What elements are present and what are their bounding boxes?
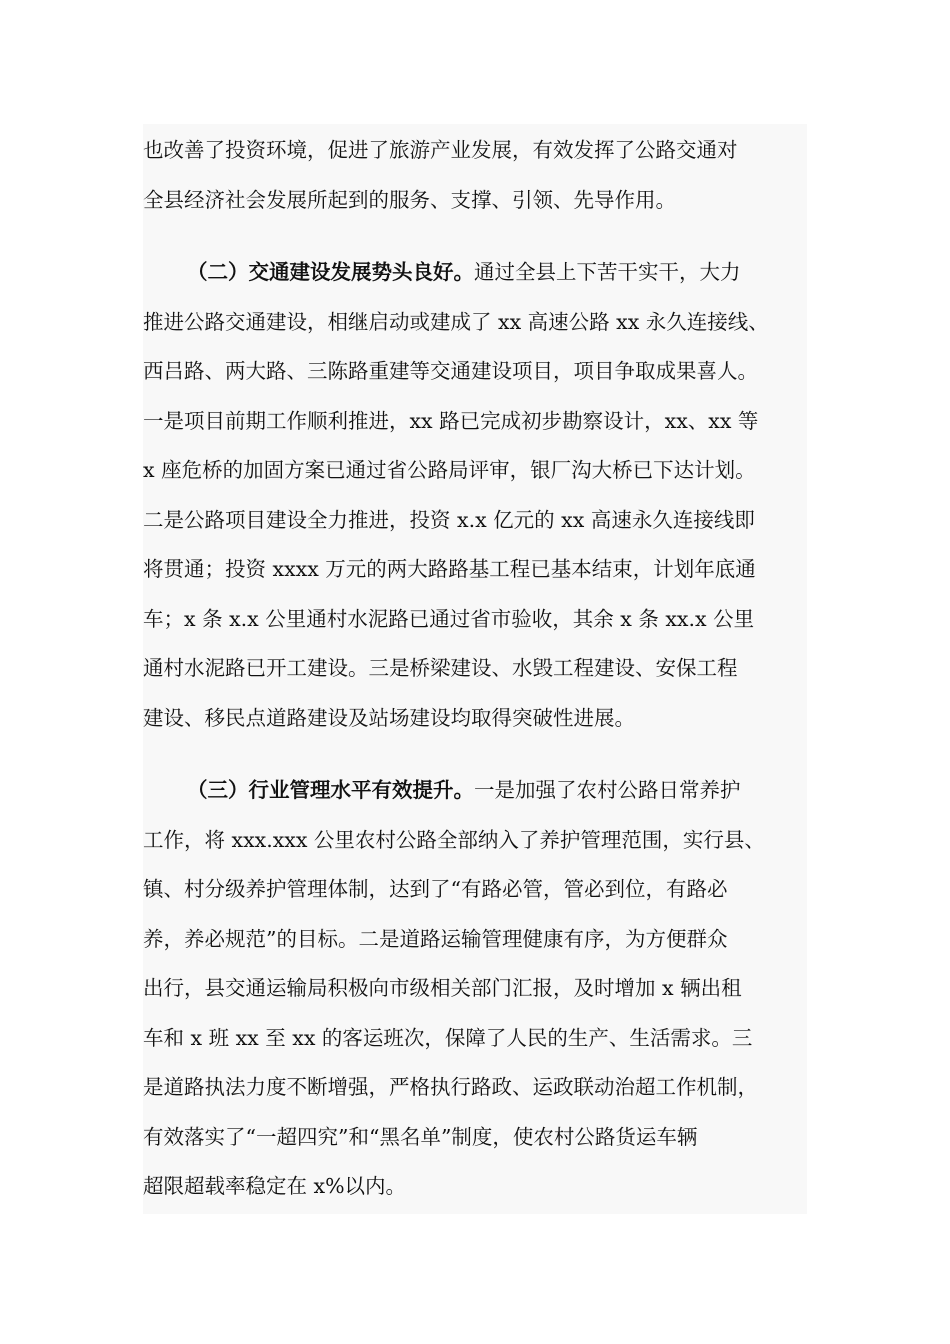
paragraph-line: 工作，将 xxx.xxx 公里农村公路全部纳入了养护管理范围，实行县、 [143, 827, 765, 852]
paragraph-line: 一是项目前期工作顺利推进，xx 路已完成初步勘察设计，xx、xx 等 [143, 408, 759, 433]
paragraph-line: 西吕路、两大路、三陈路重建等交通建设项目，项目争取成果喜人。 [143, 359, 758, 383]
paragraph-line: 建设、移民点道路建设及站场建设均取得突破性进展。 [143, 705, 635, 730]
paragraph-line: 二是公路项目建设全力推进，投资 x.x 亿元的 xx 高速永久连接线即 [143, 507, 755, 532]
paragraph-line: 出行，县交通运输局积极向市级相关部门汇报，及时增加 x 辆出租 [143, 976, 742, 1000]
section-heading: （二）交通建设发展势头良好。 [187, 260, 474, 284]
paragraph-3 [143, 766, 823, 1212]
paragraph-1 [143, 126, 823, 225]
paragraph-line: 车；x 条 x.x 公里通村水泥路已通过省市验收，其余 x 条 xx.x 公里 [143, 606, 755, 631]
paragraph-line: 车和 x 班 xx 至 xx 的客运班次，保障了人民的生产、生活需求。三 [143, 1025, 753, 1050]
paragraph-line: 推进公路交通建设，相继启动或建成了 xx 高速公路 xx 永久连接线、 [143, 309, 769, 334]
paragraph-line: 全县经济社会发展所起到的服务、支撑、引领、先导作用。 [143, 187, 676, 212]
paragraph-line: 养，养必规范”的目标。二是道路运输管理健康有序，为方便群众 [143, 926, 728, 951]
paragraph-line: 通村水泥路已开工建设。三是桥梁建设、水毁工程建设、安保工程 [143, 656, 738, 680]
paragraph-line: 将贯通；投资 xxxx 万元的两大路路基工程已基本结束，计划年底通 [143, 557, 756, 581]
paragraph-text: 通过全县上下苦干实干，大力 [474, 260, 741, 284]
paragraph-first-line [143, 766, 823, 816]
paragraph-line: 超限超载率稳定在 x%以内。 [143, 1174, 407, 1198]
paragraph-line: x 座危桥的加固方案已通过省公路局评审，银厂沟大桥已下达计划。 [143, 458, 756, 482]
paragraph-2 [143, 248, 823, 743]
section-heading: （三）行业管理水平有效提升。 [187, 778, 474, 802]
paragraph-text: 一是加强了农村公路日常养护 [474, 778, 741, 802]
paragraph-line: 镇、村分级养护管理体制，达到了“有路必管，管必到位，有路必 [143, 877, 728, 901]
paragraph-line: 是道路执法力度不断增强，严格执行路政、运政联动治超工作机制， [143, 1075, 758, 1099]
paragraph-line: 有效落实了“一超四究”和“黑名单”制度，使农村公路货运车辆 [143, 1124, 698, 1149]
paragraph-first-line [143, 248, 823, 298]
paragraph-line: 也改善了投资环境，促进了旅游产业发展，有效发挥了公路交通对 [143, 138, 738, 162]
